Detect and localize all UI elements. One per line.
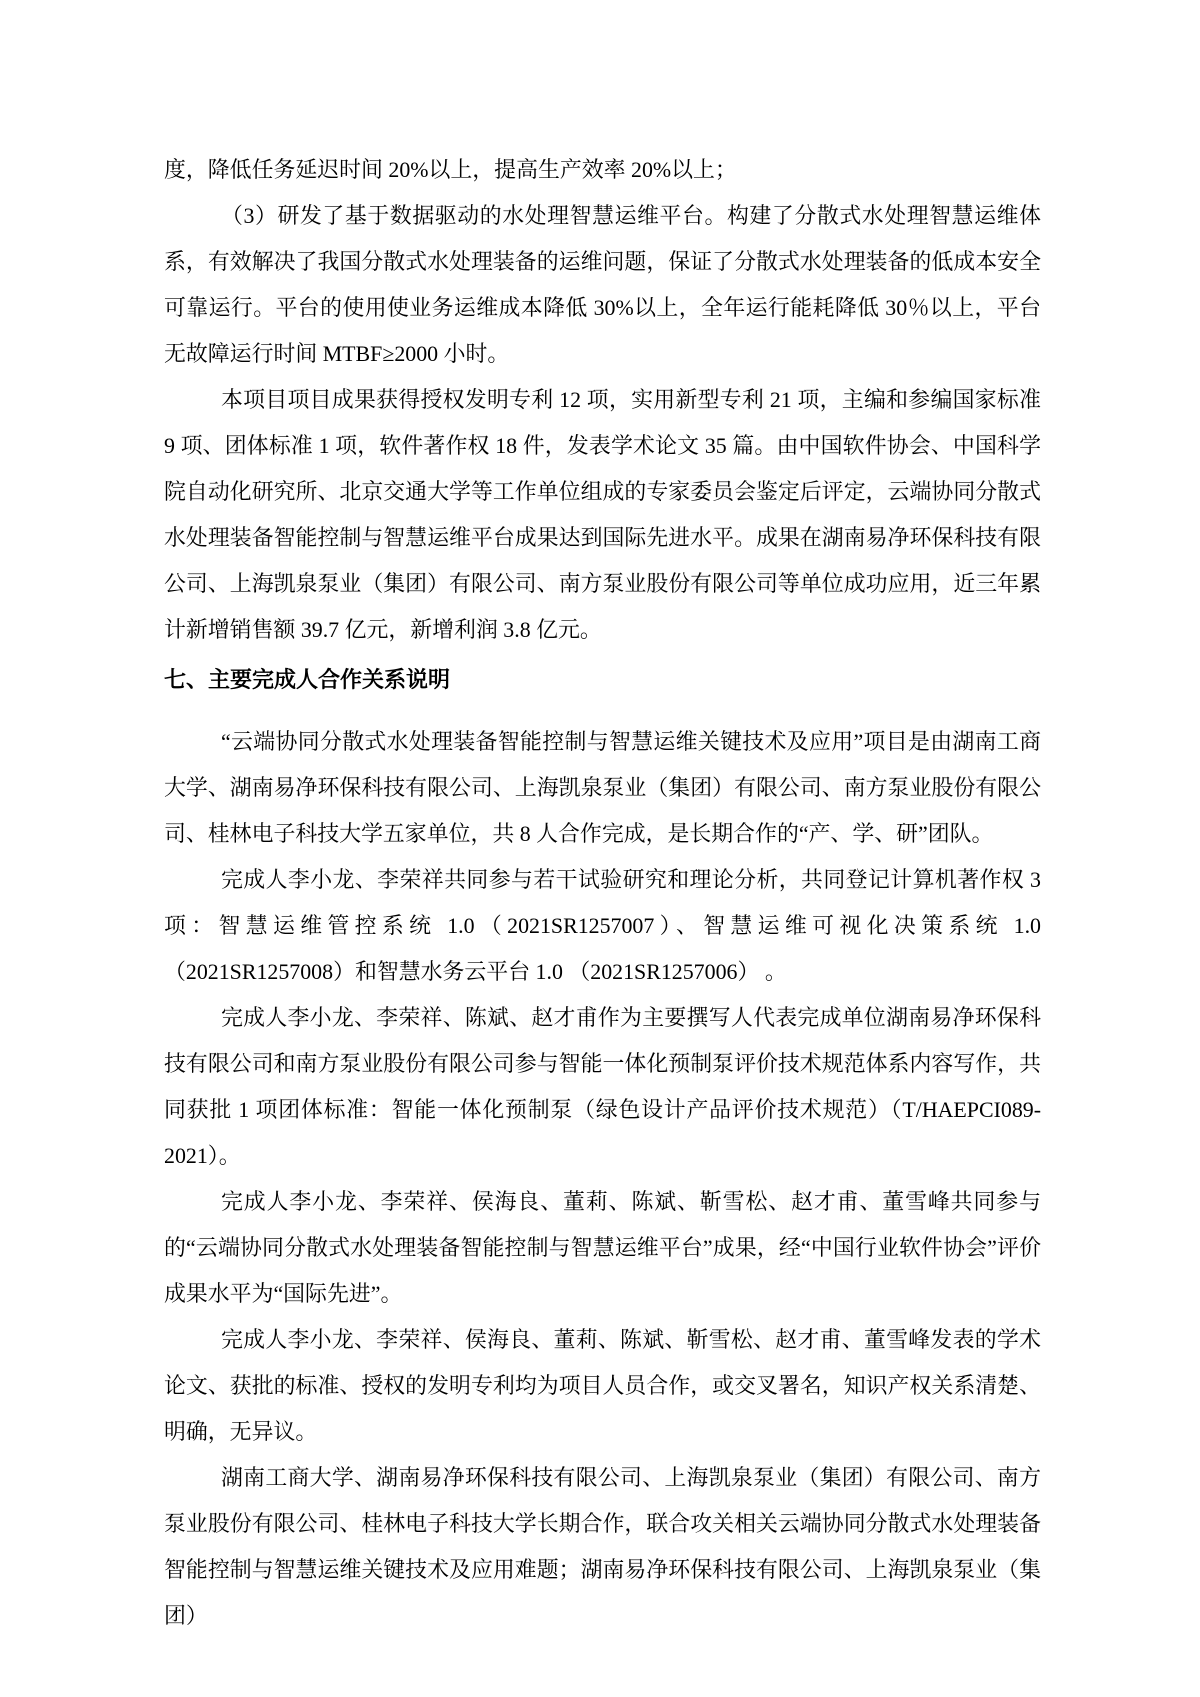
section-heading-cooperation: 七、主要完成人合作关系说明: [164, 667, 451, 692]
paragraph-group-standard: 完成人李小龙、李荣祥、陈斌、赵才甫作为主要撰写人代表完成单位湖南易净环保科技有限公司和南方泵业股份有限公司参与智能一体化预制泵评价技术规范体系内容写作，共同获批 1 项团体标准：智能一体化预制泵（绿色设计产品评价技术规范）（T/HAEPCI089-2021）。: [164, 1005, 1041, 1168]
paragraph-long-term-cooperation: 湖南工商大学、湖南易净环保科技有限公司、上海凯泉泵业（集团）有限公司、南方泵业股份有限公司、桂林电子科技大学长期合作，联合攻关相关云端协同分散式水处理装备智能控制与智慧运维关键技术及应用难题；湖南易净环保科技有限公司、上海凯泉泵业（集团）: [164, 1465, 1041, 1628]
paragraph-ip-relationship: 完成人李小龙、李荣祥、侯海良、董莉、陈斌、靳雪松、赵才甫、董雪峰发表的学术论文、获批的标准、授权的发明专利均为项目人员合作，或交叉署名，知识产权关系清楚、明确，无异议。: [164, 1327, 1041, 1444]
paragraph-project-achievements: 本项目项目成果获得授权发明专利 12 项，实用新型专利 21 项，主编和参编国家标准 9 项、团体标准 1 项，软件著作权 18 件，发表学术论文 35 篇。由中国软件协会、中国科学院自动化研究所、北京交通大学等工作单位组成的专家委员会鉴定后评定，云端协同分散式水处理装备智能控制与智慧运维平台成果达到国际先进水平。成果在湖南易净环保科技有限公司、上海凯泉泵业（集团）有限公司、南方泵业股份有限公司等单位成功应用，近三年累计新增销售额 39.7 亿元，新增利润 3.8 亿元。: [164, 387, 1041, 642]
paragraph-project-team: “云端协同分散式水处理装备智能控制与智慧运维关键技术及应用”项目是由湖南工商大学、湖南易净环保科技有限公司、上海凯泉泵业（集团）有限公司、南方泵业股份有限公司、桂林电子科技大学五家单位，共 8 人合作完成，是长期合作的“产、学、研”团队。: [164, 729, 1041, 846]
paragraph-software-copyrights: 完成人李小龙、李荣祥共同参与若干试验研究和理论分析，共同登记计算机著作权 3 项：智慧运维管控系统 1.0（2021SR1257007）、智慧运维可视化决策系统 1.0（2021SR1257008）和智慧水务云平台 1.0 （2021SR1257006） 。: [164, 867, 1041, 984]
paragraph-platform-evaluation: 完成人李小龙、李荣祥、侯海良、董莉、陈斌、靳雪松、赵才甫、董雪峰共同参与的“云端协同分散式水处理装备智能控制与智慧运维平台”成果，经“中国行业软件协会”评价成果水平为“国际先进”。: [164, 1189, 1041, 1306]
document-body: [164, 147, 1041, 1639]
paragraph-smart-om-platform: （3）研发了基于数据驱动的水处理智慧运维平台。构建了分散式水处理智慧运维体系，有效解决了我国分散式水处理装备的运维问题，保证了分散式水处理装备的低成本安全可靠运行。平台的使用使业务运维成本降低 30%以上，全年运行能耗降低 30％以上，平台无故障运行时间 MTBF≥2000 小时。: [164, 203, 1041, 366]
paragraph-efficiency-continuation: 度，降低任务延迟时间 20%以上，提高生产效率 20%以上；: [164, 157, 737, 182]
